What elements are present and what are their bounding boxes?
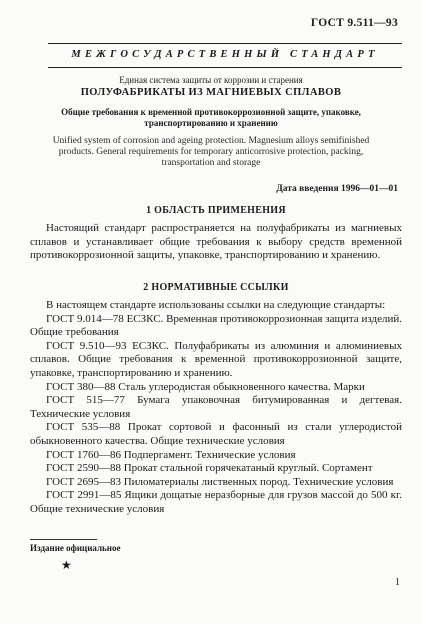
reference-item: ГОСТ 380—88 Сталь углеродистая обыкновенного качества. Марки: [46, 380, 365, 393]
system-title: Единая система защиты от коррозии и старения: [119, 75, 303, 85]
footer-rule: [30, 539, 97, 540]
section-1-heading: 1 ОБЛАСТЬ ПРИМЕНЕНИЯ: [146, 205, 286, 216]
band-top-rule: [48, 43, 402, 44]
section-1-text: Настоящий стандарт распространяется на полуфабрикаты из магниевых сплавов и устанавливает общие требования к выбору средств временной противокоррозионной защиты, упаковке, транспортированию и хранению.: [30, 222, 402, 262]
section-2-intro: В настоящем стандарте использованы ссылки на следующие стандарты:: [46, 299, 386, 311]
reference-item: ГОСТ 515—77 Бумага упаковочная битумированная и дегтевая. Технические условия: [30, 394, 402, 420]
main-title: ПОЛУФАБРИКАТЫ ИЗ МАГНИЕВЫХ СПЛАВОВ: [80, 87, 342, 98]
band-title: МЕЖГОСУДАРСТВЕННЫЙ СТАНДАРТ: [71, 49, 379, 60]
subtitle-en: Unified system of corrosion and ageing protection. Magnesium alloys semifinished products. General requirements for temporary anticorrosive protection, packing, transportation and storage: [52, 136, 370, 168]
subtitle-ru: Общие требования к временной противокоррозионной защите, упаковке, транспортированию и хранению: [61, 107, 361, 128]
reference-item: ГОСТ 535—88 Прокат сортовой и фасонный из стали углеродистой обыкновенного качества. Общие технические условия: [30, 421, 402, 447]
page-number: 1: [395, 577, 400, 588]
section-2-body: [30, 299, 402, 517]
reference-item: ГОСТ 9.510—93 ЕСЗКС. Полуфабрикаты из алюминия и алюминиевых сплавов. Общие требования к временной противокоррозионной защите, упаковке, транспортированию и хранению.: [30, 339, 402, 379]
reference-item: ГОСТ 9.014—78 ЕСЗКС. Временная противокоррозионная защита изделий. Общие требования: [30, 312, 402, 339]
star-icon: ★: [61, 558, 72, 572]
introduction-date: Дата введения 1996—01—01: [276, 184, 398, 194]
section-2-heading: 2 НОРМАТИВНЫЕ ССЫЛКИ: [143, 282, 289, 293]
reference-item: ГОСТ 1760—86 Подпергамент. Технические условия: [46, 448, 296, 461]
band-bottom-rule: [48, 67, 402, 68]
official-edition-label: Издание официальное: [30, 543, 121, 553]
reference-item: ГОСТ 2991—85 Ящики дощатые неразборные для грузов массой до 500 кг. Общие технические условия: [30, 489, 402, 515]
reference-item: ГОСТ 2590—88 Прокат стальной горячекатаный круглый. Сортамент: [46, 462, 373, 475]
reference-item: ГОСТ 2695—83 Пиломатериалы лиственных пород. Технические условия: [46, 475, 394, 488]
standard-code: ГОСТ 9.511—93: [310, 17, 398, 29]
